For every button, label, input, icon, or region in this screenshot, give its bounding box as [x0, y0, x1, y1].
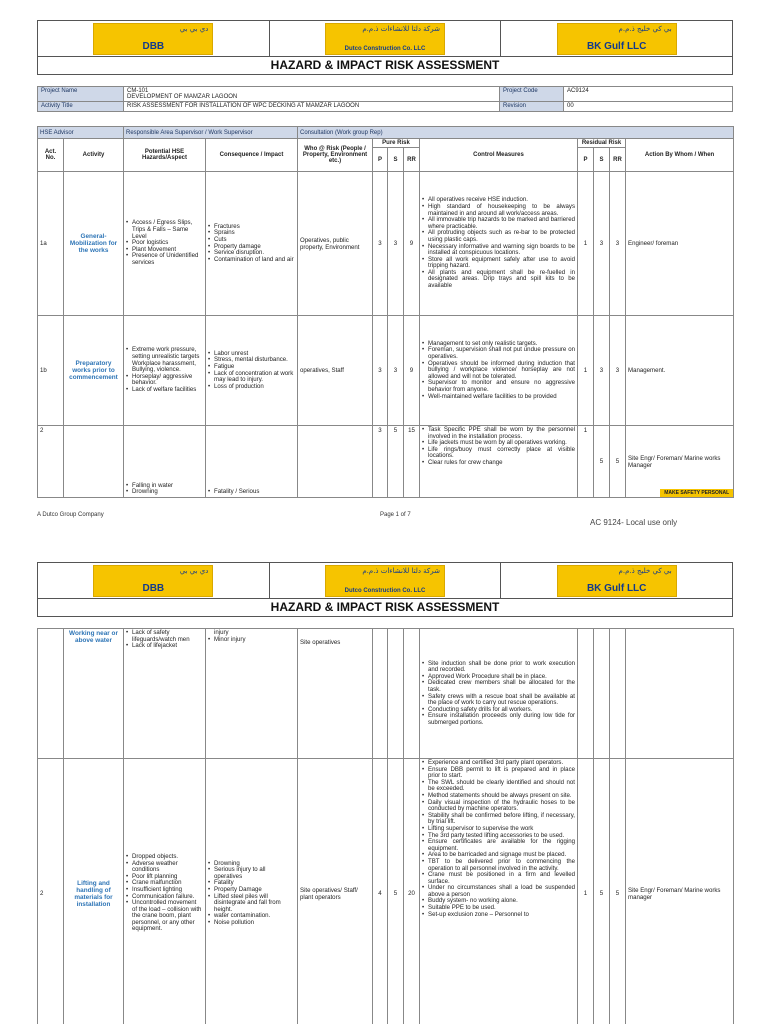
col-s: S	[388, 148, 404, 172]
list-item: • Necessary informative and warning sign boards to be installed at conspicuous locations.	[422, 244, 575, 257]
activity-title-value: RISK ASSESSMENT FOR INSTALLATION OF WPC DECKING AT MAMZAR LAGOON	[124, 102, 500, 112]
list-item: • Lifted steel piles will disintegrate and fall from height.	[208, 894, 295, 914]
list-item: • All plants and equipment shall be re-fuelled in designated areas. Drip trays and spill kits to be available	[422, 270, 575, 290]
list-item: • Extreme work pressure, setting unrealistic targets Workplace harassment, Bullying, violence.	[126, 347, 203, 373]
risk-assessment-table	[37, 628, 734, 1024]
safety-badge: MAKE SAFETY PERSONAL	[660, 489, 733, 497]
list-item: • Suitable PPE to be used.	[422, 905, 575, 912]
list-item: • Dedicated crew members shall be allocated for the task.	[422, 680, 575, 693]
list-item: • High standard of housekeeping to be always maintained in and around all work/access areas.	[422, 204, 575, 217]
who-at-risk: Site operatives/ Staff/ plant operators	[298, 759, 373, 1024]
col-p: P	[373, 148, 388, 172]
list-item: • Crane must be positioned in a firm and levelled surface.	[422, 872, 575, 885]
col-action-by: Action By Whom / When	[626, 139, 734, 172]
who-at-risk: Site operatives	[298, 629, 373, 759]
list-item: • Fatigue	[208, 364, 295, 371]
list-item: • Crane malfunction	[126, 880, 203, 887]
page-title: HAZARD & IMPACT RISK ASSESSMENT	[270, 600, 500, 614]
list-item: • Stability shall be confirmed before lifting, if necessary, by trial lift.	[422, 813, 575, 826]
list-item: • Adverse weather conditions	[126, 861, 203, 874]
list-item: • Plant Movement	[126, 247, 203, 254]
list-item: • Site induction shall be done prior to work execution and recorded.	[422, 661, 575, 674]
list-item: • Drowning	[208, 861, 295, 868]
who-at-risk: Operatives, public property, Environment	[298, 172, 373, 316]
list-item: • Store all work equipment safely after use to avoid tripping hazard.	[422, 257, 575, 270]
list-item: • Buddy system- no working alone.	[422, 898, 575, 905]
list-item: • The SWL should be clearly identified and should not be exceeded.	[422, 780, 575, 793]
list-item: • Life jackets must be worn by all operatives working.	[422, 440, 575, 447]
consequence-list	[208, 637, 295, 644]
table-row: 2 Lifting and handling of materials for installation • Dropped objects. • Adverse weather conditions • Poor lift planning • Crane malfunction • Insufficient lighting • Communication failure. • Uncontrolled movement of the load – collision with the crane boom, plant personnel, or any other equipment. • Drowning • Serious injury to all operatives • Fatality • Property Damage • Lifted steel piles will disintegrate and fall from height. • water contamination. • Noise pollution Site operatives/ Staff/ plant operators 4 5 20 • Experience and certified 3rd party plant operators. • Ensure DBB permit to lift is prepared and in place prior to start. • The SWL should be clearly identified and should not be exceeded. • Method statements should be always present on site. • Daily visual inspection of the hydraulic hoses to be conducted by machine operators. • Stability shall be confirmed before lifting, if necessary, by trial lift. • Lifting supervisor to supervise the work • The 3rd party tested lifting accessories to be used. • Ensure certificates are available for the rigging equipment. • Area to be barricaded and signage must be placed. • TBT to be delivered prior to commencing the operation to all personnel involved in the activity. • Crane must be positioned in a firm and levelled surface. • Under no circumstances shall a load be suspended above a person • Buddy system- no working alone. • Suitable PPE to be used. • Set-up exclusion zone – Personnel to 1 5 5 Site Engr/ Foreman/ Marine works manager	[38, 759, 734, 1024]
bk-gulf-logo: بي كي خليج ذ.م.م BK Gulf LLC	[557, 565, 677, 597]
col-activity: Activity	[64, 139, 124, 172]
table-row: 2 • Falling in water • Drowning • Fatality / Serious 3 5 15 • Task Specific PPE shall be worn by the personnel involved in the installation process. • Life jackets must be worn by all operatives working. • Life rings/buoy must correctly place at visible locations. • Clear rules for crew change 1 5 5 Site Engr/ Foreman/ Marine works Manager MAKE SAFETY PERSONAL	[38, 426, 734, 498]
list-item: • Labor unrest	[208, 351, 295, 358]
list-item: • TBT to be delivered prior to commencing the operation to all personnel involved in the activity.	[422, 859, 575, 872]
list-item: • Fractures	[208, 224, 295, 231]
list-item: • Clear rules for crew change	[422, 460, 575, 467]
table-row: 1b Preparatory works prior to commencement • Extreme work pressure, setting unrealistic targets Workplace harassment, Bullying, violence. • Horseplay/ aggressive behavior. • Lack of welfare facilities • Labor unrest • Stress, mental disturbance. • Fatigue • Lack of concentration at work may lead to injury. • Loss of production operatives, Staff 3 3 9 • Management to set only realistic targets. • Foreman, supervision shall not put undue pressure on operatives. • Operatives should be informed during induction that bullying / workplace violence/ horseplay are not allowed and will not be tolerated. • Supervisor to monitor and ensure no aggressive behavior from anyone. • Well-maintained welfare facilities to be provided 1 3 3 Management.	[38, 316, 734, 426]
list-item: • Supervisor to monitor and ensure no aggressive behavior from anyone.	[422, 380, 575, 393]
col-residual-risk: Residual Risk	[578, 139, 626, 148]
consequence-list	[208, 861, 295, 927]
bk-gulf-logo: بي كي خليج ذ.م.م BK Gulf LLC	[557, 23, 677, 55]
who-at-risk: operatives, Staff	[298, 316, 373, 426]
control-list	[422, 197, 575, 289]
list-item: • Fatality / Serious	[208, 489, 295, 496]
action-by: Management.	[626, 316, 734, 426]
action-by: Site Engr/ Foreman/ Marine works Manager MAKE SAFETY PERSONAL	[626, 426, 734, 498]
list-item: • Horseplay/ aggressive behavior.	[126, 374, 203, 387]
list-item: • Ensure installation proceeds only during low tide for submerged portions.	[422, 713, 575, 726]
list-item: • Access / Egress Slips, Trips & Falls – Same Level	[126, 220, 203, 240]
activity-name: Preparatory works prior to commencement	[64, 316, 124, 426]
col-control: Control Measures	[420, 139, 578, 172]
list-item: • All immovable trip hazards to be marked and barriered where practicable.	[422, 217, 575, 230]
list-item: • Method statements should be always present on site.	[422, 793, 575, 800]
list-item: • Loss of production	[208, 384, 295, 391]
list-item: • Area to be barricaded and signage must be placed.	[422, 852, 575, 859]
page-header	[37, 20, 733, 75]
list-item: • Lack of safety lifeguards/watch men	[126, 630, 203, 643]
action-by: Site Engr/ Foreman/ Marine works manager	[626, 759, 734, 1024]
col-act-no: Act. No.	[38, 139, 64, 172]
list-item: • Ensure DBB permit to lift is prepared and in place prior to start.	[422, 767, 575, 780]
footer-company: A Dutco Group Company	[37, 512, 104, 518]
list-item: • Under no circumstances shall a load be suspended above a person	[422, 885, 575, 898]
list-item: • Lack of concentration at work may lead to injury.	[208, 371, 295, 384]
list-item: • Life rings/buoy must correctly place at visible locations.	[422, 447, 575, 460]
revision-label: Revision	[500, 102, 564, 112]
col-hazards: Potential HSE Hazards/Aspect	[124, 139, 206, 172]
col-who-at-risk: Who @ Risk (People / Property, Environment etc.)	[298, 139, 373, 172]
list-item: • Ensure certificates are available for the rigging equipment.	[422, 839, 575, 852]
list-item: • Operatives should be informed during induction that bullying / workplace violence/ horseplay are not allowed and will not be tolerated.	[422, 361, 575, 381]
list-item: • Poor logistics	[126, 240, 203, 247]
dutco-logo: شركة دلتا للانشاءات ذ.م.م Dutco Construction Co. LLC	[325, 565, 445, 597]
list-item: • Lack of lifejacket	[126, 643, 203, 650]
consequence-list	[208, 489, 295, 496]
project-info-table	[37, 86, 733, 112]
table-row: 1a General-Mobilization for the works • Access / Egress Slips, Trips & Falls – Same Level • Poor logistics • Plant Movement • Presence of Unidentified services • Fractures • Sprains • Cuts • Property damage • Service disruption. • Contamination of land and air Operatives, public property, Environment 3 3 9 • All operatives receive HSE induction. • High standard of housekeeping to be always maintained in and around all work/access areas. • All immovable trip hazards to be marked and barriered where practicable. • All protruding objects such as re-bar to be protected using plastic caps. • Necessary informative and warning sign boards to be installed at conspicuous locations. • Store all work equipment safely after use to avoid tripping hazard. • All plants and equipment shall be re-fuelled in designated areas. Drip trays and spill kits to be available 1 3 3 Engineer/ foreman	[38, 172, 734, 316]
list-item: • Noise pollution	[208, 920, 295, 927]
list-item: • Uncontrolled movement of the load – collision with the crane boom, plant personnel, or any other equipment.	[126, 900, 203, 933]
list-item: • Property Damage	[208, 887, 295, 894]
consequence-list	[208, 224, 295, 264]
col-consequence: Consequence / Impact	[206, 139, 298, 172]
list-item: • Foreman, supervision shall not put undue pressure on operatives.	[422, 347, 575, 360]
list-item: • All operatives receive HSE induction.	[422, 197, 575, 204]
page-header	[37, 562, 733, 617]
page-2	[0, 562, 768, 1024]
list-item: • Daily visual inspection of the hydraulic hoses to be conducted by machine operators.	[422, 800, 575, 813]
list-item: • All protruding objects such as re-bar to be protected using plastic caps.	[422, 230, 575, 243]
dbb-logo: دي بي بي DBB	[93, 565, 213, 597]
activity-name: Working near or above water	[64, 629, 124, 759]
list-item: • Lifting supervisor to supervise the work	[422, 826, 575, 833]
hazard-list	[126, 220, 203, 266]
list-item: • Cuts	[208, 237, 295, 244]
list-item: • The 3rd party tested lifting accessories to be used.	[422, 833, 575, 840]
list-item: • Communication failure.	[126, 894, 203, 901]
control-list	[422, 661, 575, 727]
list-item: • Serious injury to all operatives	[208, 867, 295, 880]
list-item: • Safety crews with a rescue boat shall be available at the place of work to carry out rescue operations.	[422, 694, 575, 707]
control-list	[422, 427, 575, 467]
list-item: • Service disruption.	[208, 250, 295, 257]
action-by: Engineer/ foreman	[626, 172, 734, 316]
col-rr: RR	[404, 148, 420, 172]
revision-value: 00	[564, 102, 733, 112]
list-item: • Minor injury	[208, 637, 295, 644]
list-item: • Stress, mental disturbance.	[208, 357, 295, 364]
list-item: • Lack of welfare facilities	[126, 387, 203, 394]
col-residual-p: P	[578, 148, 594, 172]
list-item: • Sprains	[208, 230, 295, 237]
list-item: • Contamination of land and air	[208, 257, 295, 264]
control-list	[422, 760, 575, 918]
hazard-list	[126, 483, 203, 496]
footer-local-use: AC 9124- Local use only	[590, 518, 678, 527]
col-residual-rr: RR	[610, 148, 626, 172]
list-item: • Experience and certified 3rd party plant operators.	[422, 760, 575, 767]
consultation-label: Consultation (Work group Rep)	[298, 127, 734, 139]
list-item: • Well-maintained welfare facilities to be provided	[422, 394, 575, 401]
list-item: • Presence of Unidentified services	[126, 253, 203, 266]
dbb-logo: دي بي بي DBB	[93, 23, 213, 55]
control-list	[422, 341, 575, 400]
activity-name: General-Mobilization for the works	[64, 172, 124, 316]
list-item: • Approved Work Procedure shall be in place.	[422, 674, 575, 681]
list-item: • Task Specific PPE shall be worn by the personnel involved in the installation process.	[422, 427, 575, 440]
page-title: HAZARD & IMPACT RISK ASSESSMENT	[270, 58, 500, 72]
hazard-list	[126, 347, 203, 393]
supervisor-label: Responsible Area Supervisor / Work Supervisor	[124, 127, 298, 139]
col-residual-s: S	[594, 148, 610, 172]
hse-advisor-label: HSE Advisor	[38, 127, 124, 139]
hazard-list	[126, 854, 203, 933]
list-item: • Property damage	[208, 244, 295, 251]
list-item: • Conducting safety drills for all workers.	[422, 707, 575, 714]
list-item: • water contamination.	[208, 913, 295, 920]
table-row: Working near or above water • Lack of safety lifeguards/watch men • Lack of lifejacket injury • Minor injury Site operatives • Site induction shall be done prior to work execution and recorded. • Approved Work Procedure shall be in place. • Dedicated crew members shall be allocated for the task. • Safety crews with a rescue boat shall be available at the place of work to carry out rescue operations. • Conducting safety drills for all workers. • Ensure installation proceeds only during low tide for submerged portions.	[38, 629, 734, 759]
list-item: • Insufficient lighting	[126, 887, 203, 894]
risk-assessment-table	[37, 126, 734, 498]
dutco-logo: شركة دلتا للانشاءات ذ.م.م Dutco Construction Co. LLC	[325, 23, 445, 55]
footer-page-number: Page 1 of 7	[380, 512, 411, 518]
consequence-list	[208, 351, 295, 391]
list-item: • Falling in water	[126, 483, 203, 490]
list-item: • Management to set only realistic targets.	[422, 341, 575, 348]
list-item: • Dropped objects.	[126, 854, 203, 861]
project-name-label: Project Name	[38, 87, 124, 102]
activity-name: Lifting and handling of materials for installation	[64, 759, 124, 1024]
activity-title-label: Activity Title	[38, 102, 124, 112]
list-item: • Fatality	[208, 880, 295, 887]
project-name-value: CM-101 DEVELOPMENT OF MAMZAR LAGOON	[124, 87, 500, 102]
project-code-value: AC9124	[564, 87, 733, 102]
list-item: • Drowning	[126, 489, 203, 496]
hazard-list	[126, 630, 203, 650]
col-pure-risk: Pure Risk	[373, 139, 420, 148]
project-code-label: Project Code	[500, 87, 564, 102]
list-item: • Set-up exclusion zone – Personnel to	[422, 912, 575, 919]
list-item: • Poor lift planning	[126, 874, 203, 881]
